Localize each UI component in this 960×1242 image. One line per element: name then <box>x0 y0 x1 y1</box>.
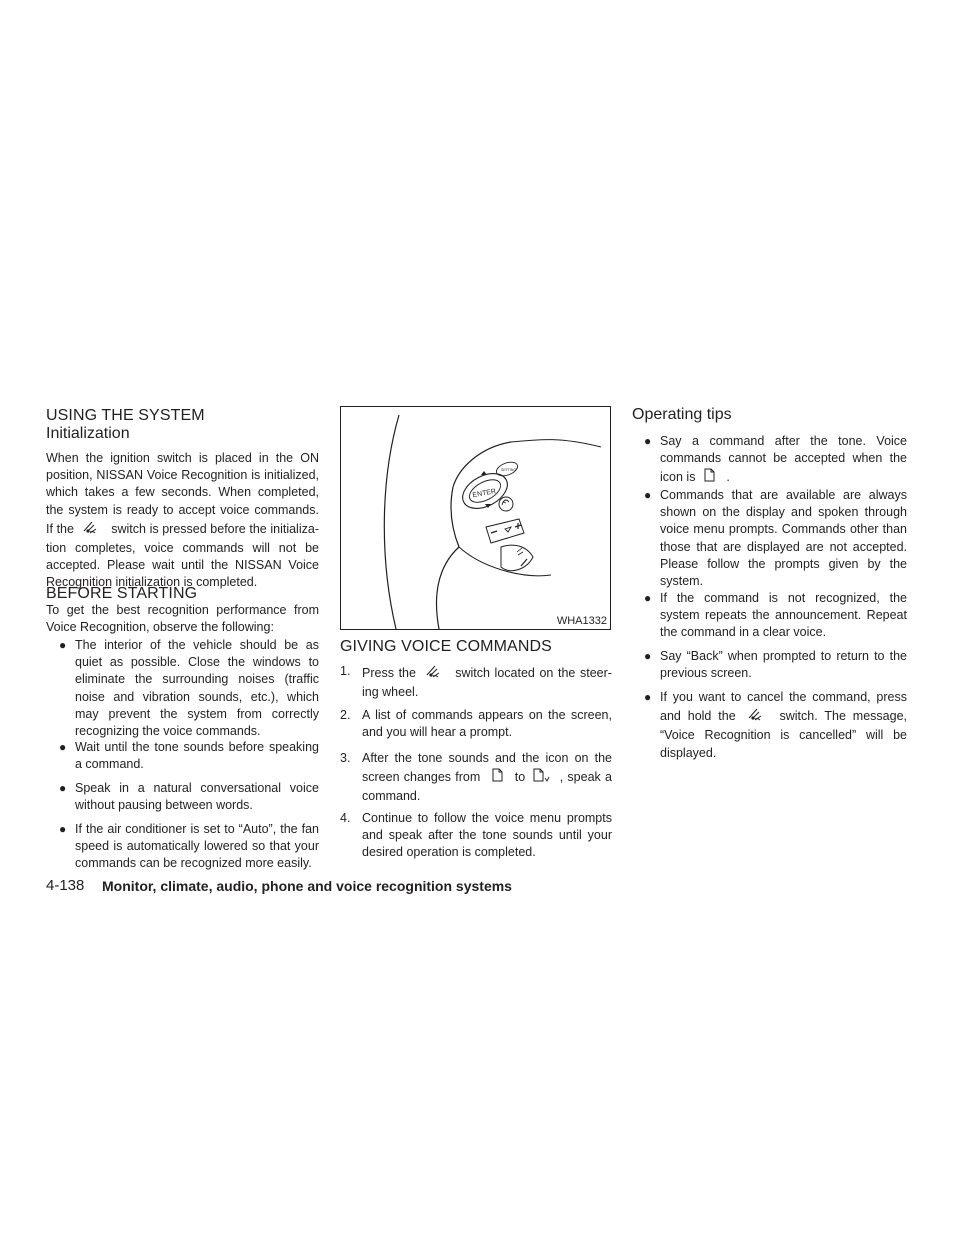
steering-wheel-illustration <box>341 407 610 629</box>
steering-wheel-switch-figure <box>340 406 611 630</box>
voice-recognition-inactive-icon <box>699 467 723 488</box>
bullet-text: If the air conditioner is set to “Auto”, the fan speed is automatically lowered so that your commands can be recognized more easily. <box>75 822 319 871</box>
before-starting-intro: To get the best recognition performance from Voice Recognition, observe the following: <box>46 603 319 635</box>
page-number: 4-138 <box>46 877 85 894</box>
step-number: 3. <box>340 751 351 765</box>
chapter-title: Monitor, climate, audio, phone and voice recognition systems <box>102 878 512 894</box>
list-item <box>340 663 612 701</box>
enter-button-label: ENTER <box>472 488 497 500</box>
bullet-text: Say “Back” when prompted to return to the previous screen. <box>660 649 907 681</box>
bullet-icon: ● <box>644 649 652 663</box>
step-text: , speak <box>559 770 601 785</box>
init-text-3: switch is pressed before the initializa- <box>111 521 319 536</box>
list-item <box>59 780 319 814</box>
bullet-text: If the command is not recognized, the system repeats the announcement. Repeat the command in a clear voice. <box>660 591 907 640</box>
init-text-2: the <box>56 521 74 536</box>
init-text-4: tion completes, voice commands will not be accepted. Please wait until the NISSAN Voice Recognition initialization is completed. <box>46 541 319 590</box>
figure-label: WHA1332 <box>556 615 607 627</box>
bullet-icon: ● <box>644 434 652 448</box>
voice-recognition-inactive-icon <box>485 767 511 788</box>
bullet-icon: ● <box>59 822 67 836</box>
bullet-text: Speak in a natural conversational voice without pausing between words. <box>75 781 319 813</box>
talk-switch-icon <box>743 706 773 727</box>
talk-switch-icon <box>78 519 108 540</box>
list-item <box>59 821 319 873</box>
setting-button-label: SETTING <box>501 468 517 472</box>
bullet-icon: ● <box>644 690 652 704</box>
bullet-text: Say a command after the tone. Voice commands cannot be accepted when the icon <box>660 434 907 485</box>
bullet-text: and hold the <box>660 709 736 724</box>
bullet-text: . <box>726 470 730 485</box>
step-number: 2. <box>340 708 351 722</box>
list-item <box>59 637 319 740</box>
step-text: After the tone sounds and the icon on the <box>362 751 612 765</box>
step-text: A list of commands appears on the screen, and you will hear a prompt. <box>362 708 612 740</box>
bullet-icon: ● <box>59 781 67 795</box>
step-text: ing wheel. <box>362 685 419 700</box>
section-title-operating-tips: Operating tips <box>632 406 732 423</box>
step-text: switch located on the steer- <box>455 666 612 680</box>
bullet-icon: ● <box>59 740 67 754</box>
bullet-text: is <box>686 470 696 485</box>
bullet-text: If you want to cancel the command, press <box>660 690 907 704</box>
step-text: Press the <box>362 666 416 680</box>
bullet-text: Commands that are available are always shown on the display and spoken through voice menu prompts. Commands other than those that are displayed are not accepted. Please follow the prompts given by the system. <box>660 488 907 589</box>
section-title-using-the-system: USING THE SYSTEM <box>46 407 205 424</box>
list-item <box>644 590 907 642</box>
list-item <box>340 707 612 741</box>
bullet-text: “Voice Recognition is cancelled” will be displayed. <box>660 728 907 760</box>
bullet-icon: ● <box>644 591 652 605</box>
bullet-text: Wait until the tone sounds before speaking a command. <box>75 740 319 772</box>
list-item <box>644 433 907 489</box>
initialization-paragraph <box>46 450 319 592</box>
bullet-text: The interior of the vehicle should be as quiet as possible. Close the windows to eliminate the surrounding noises (traffic noise and vibration sounds, etc.), which may prevent the system from correctly recognizing the voice commands. <box>75 638 319 739</box>
section-title-giving-voice-commands: GIVING VOICE COMMANDS <box>340 638 552 655</box>
list-item <box>59 739 319 773</box>
step-text: a command. <box>362 770 612 804</box>
list-item <box>340 750 612 806</box>
step-number: 4. <box>340 811 351 825</box>
step-number: 1. <box>340 664 351 678</box>
list-item <box>644 648 907 682</box>
step-text: to <box>514 770 526 785</box>
bullet-text: switch. The message, <box>779 709 907 724</box>
section-title-before-starting: BEFORE STARTING <box>46 585 198 602</box>
step-text: Continue to follow the voice menu prompts and speak after the tone sounds until your desired operation is completed. <box>362 811 612 860</box>
list-item <box>340 810 612 862</box>
step-text: screen changes from <box>362 770 481 785</box>
bullet-icon: ● <box>59 638 67 652</box>
subsection-title-initialization: Initialization <box>46 425 130 442</box>
list-item <box>644 689 907 762</box>
init-text-1: When the ignition switch is placed in the ON position, NISSAN Voice Recognition is initialized, which takes a few seconds. When completed, the system is ready to accept voice commands. If <box>46 451 319 536</box>
bullet-icon: ● <box>644 488 652 502</box>
list-item <box>644 487 907 590</box>
voice-recognition-active-icon <box>529 767 555 788</box>
talk-switch-icon <box>421 663 451 684</box>
